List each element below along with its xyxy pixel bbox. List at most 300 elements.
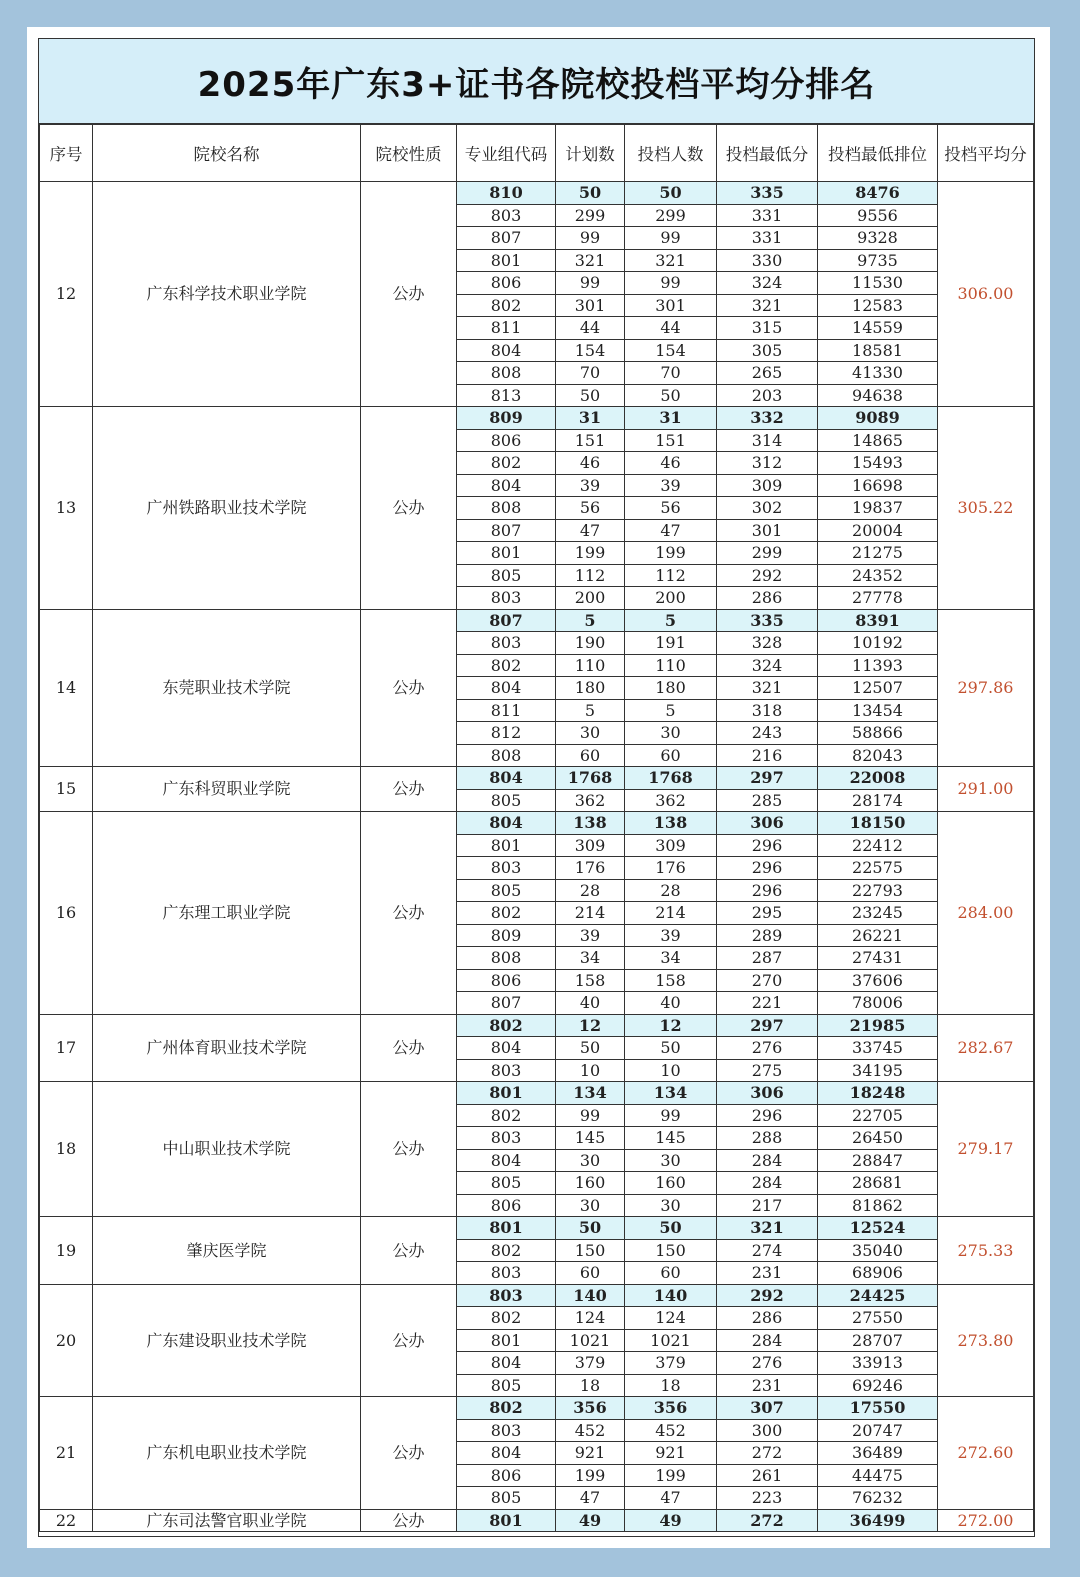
group-code-cell: 808 — [457, 497, 556, 520]
plan-count-cell: 39 — [556, 474, 625, 497]
school-type-cell: 公办 — [361, 1397, 457, 1510]
min-score-cell: 223 — [717, 1487, 818, 1510]
plan-count-cell: 5 — [556, 699, 625, 722]
admitted-count-cell: 200 — [625, 587, 717, 610]
plan-count-cell: 145 — [556, 1127, 625, 1150]
index-cell: 16 — [40, 812, 93, 1015]
admitted-count-cell: 50 — [625, 1217, 717, 1240]
admitted-count-cell: 180 — [625, 677, 717, 700]
min-score-cell: 335 — [717, 609, 818, 632]
table-row — [40, 182, 1034, 205]
admitted-count-cell: 47 — [625, 1487, 717, 1510]
avg-score-cell: 282.67 — [938, 1014, 1034, 1082]
group-code-cell: 801 — [457, 1329, 556, 1352]
index-cell: 22 — [40, 1509, 93, 1532]
plan-count-cell: 5 — [556, 609, 625, 632]
group-code-cell: 806 — [457, 1194, 556, 1217]
min-rank-cell: 20004 — [818, 519, 938, 542]
admitted-count-cell: 309 — [625, 834, 717, 857]
admitted-count-cell: 5 — [625, 609, 717, 632]
group-code-cell: 805 — [457, 564, 556, 587]
group-code-cell: 806 — [457, 969, 556, 992]
avg-score-cell: 273.80 — [938, 1284, 1034, 1397]
admitted-count-cell: 39 — [625, 474, 717, 497]
min-score-cell: 292 — [717, 1284, 818, 1307]
min-rank-cell: 14559 — [818, 317, 938, 340]
table-row — [40, 1217, 1034, 1240]
min-rank-cell: 12524 — [818, 1217, 938, 1240]
min-rank-cell: 34195 — [818, 1059, 938, 1082]
plan-count-cell: 99 — [556, 272, 625, 295]
group-code-cell: 808 — [457, 947, 556, 970]
min-score-cell: 302 — [717, 497, 818, 520]
table-row — [40, 1284, 1034, 1307]
group-code-cell: 801 — [457, 834, 556, 857]
admitted-count-cell: 1021 — [625, 1329, 717, 1352]
group-code-cell: 806 — [457, 272, 556, 295]
min-rank-cell: 27431 — [818, 947, 938, 970]
school-name-cell: 广州铁路职业技术学院 — [93, 407, 361, 610]
min-score-cell: 286 — [717, 1307, 818, 1330]
group-code-cell: 812 — [457, 722, 556, 745]
admitted-count-cell: 12 — [625, 1014, 717, 1037]
school-name-cell: 广东建设职业技术学院 — [93, 1284, 361, 1397]
admitted-count-cell: 44 — [625, 317, 717, 340]
admitted-count-cell: 124 — [625, 1307, 717, 1330]
admitted-count-cell: 30 — [625, 1194, 717, 1217]
school-type-cell: 公办 — [361, 407, 457, 610]
min-rank-cell: 28847 — [818, 1149, 938, 1172]
min-rank-cell: 8391 — [818, 609, 938, 632]
plan-count-cell: 160 — [556, 1172, 625, 1195]
plan-count-cell: 50 — [556, 182, 625, 205]
min-score-cell: 274 — [717, 1239, 818, 1262]
min-rank-cell: 33745 — [818, 1037, 938, 1060]
group-code-cell: 802 — [457, 1397, 556, 1420]
group-code-cell: 802 — [457, 294, 556, 317]
min-rank-cell: 22705 — [818, 1104, 938, 1127]
school-type-cell: 公办 — [361, 1509, 457, 1532]
min-score-cell: 331 — [717, 204, 818, 227]
table-row — [40, 767, 1034, 790]
plan-count-cell: 49 — [556, 1509, 625, 1532]
plan-count-cell: 50 — [556, 384, 625, 407]
school-type-cell: 公办 — [361, 1082, 457, 1217]
min-score-cell: 306 — [717, 1082, 818, 1105]
min-score-cell: 335 — [717, 182, 818, 205]
plan-count-cell: 47 — [556, 1487, 625, 1510]
plan-count-cell: 200 — [556, 587, 625, 610]
school-name-cell: 东莞职业技术学院 — [93, 609, 361, 767]
min-score-cell: 296 — [717, 879, 818, 902]
min-rank-cell: 44475 — [818, 1464, 938, 1487]
admitted-count-cell: 18 — [625, 1374, 717, 1397]
group-code-cell: 805 — [457, 1172, 556, 1195]
min-rank-cell: 41330 — [818, 362, 938, 385]
min-score-cell: 272 — [717, 1442, 818, 1465]
plan-count-cell: 30 — [556, 722, 625, 745]
min-score-cell: 275 — [717, 1059, 818, 1082]
admitted-count-cell: 99 — [625, 272, 717, 295]
group-code-cell: 803 — [457, 1127, 556, 1150]
admitted-count-cell: 379 — [625, 1352, 717, 1375]
min-score-cell: 296 — [717, 857, 818, 880]
min-rank-cell: 58866 — [818, 722, 938, 745]
min-score-cell: 321 — [717, 294, 818, 317]
min-rank-cell: 78006 — [818, 992, 938, 1015]
min-rank-cell: 27550 — [818, 1307, 938, 1330]
admitted-count-cell: 154 — [625, 339, 717, 362]
min-score-cell: 332 — [717, 407, 818, 430]
avg-score-cell: 279.17 — [938, 1082, 1034, 1217]
plan-count-cell: 321 — [556, 249, 625, 272]
admitted-count-cell: 31 — [625, 407, 717, 430]
group-code-cell: 804 — [457, 812, 556, 835]
admitted-count-cell: 40 — [625, 992, 717, 1015]
plan-count-cell: 112 — [556, 564, 625, 587]
group-code-cell: 804 — [457, 1352, 556, 1375]
min-rank-cell: 94638 — [818, 384, 938, 407]
plan-count-cell: 452 — [556, 1419, 625, 1442]
min-score-cell: 216 — [717, 744, 818, 767]
min-score-cell: 231 — [717, 1262, 818, 1285]
admitted-count-cell: 30 — [625, 1149, 717, 1172]
admitted-count-cell: 176 — [625, 857, 717, 880]
header-index: 序号 — [40, 125, 93, 182]
admitted-count-cell: 140 — [625, 1284, 717, 1307]
group-code-cell: 802 — [457, 1104, 556, 1127]
group-code-cell: 803 — [457, 1284, 556, 1307]
group-code-cell: 803 — [457, 1059, 556, 1082]
group-code-cell: 804 — [457, 474, 556, 497]
admitted-count-cell: 191 — [625, 632, 717, 655]
plan-count-cell: 158 — [556, 969, 625, 992]
plan-count-cell: 44 — [556, 317, 625, 340]
admitted-count-cell: 160 — [625, 1172, 717, 1195]
min-rank-cell: 23245 — [818, 902, 938, 925]
group-code-cell: 809 — [457, 407, 556, 430]
school-type-cell: 公办 — [361, 812, 457, 1015]
plan-count-cell: 921 — [556, 1442, 625, 1465]
admitted-count-cell: 34 — [625, 947, 717, 970]
plan-count-cell: 12 — [556, 1014, 625, 1037]
plan-count-cell: 180 — [556, 677, 625, 700]
header-min-rank: 投档最低排位 — [818, 125, 938, 182]
avg-score-cell: 272.60 — [938, 1397, 1034, 1510]
header-group-code: 专业组代码 — [457, 125, 556, 182]
table-row — [40, 812, 1034, 835]
admitted-count-cell: 301 — [625, 294, 717, 317]
min-rank-cell: 24352 — [818, 564, 938, 587]
min-rank-cell: 27778 — [818, 587, 938, 610]
table-frame — [38, 38, 1035, 1537]
min-score-cell: 284 — [717, 1149, 818, 1172]
min-rank-cell: 9556 — [818, 204, 938, 227]
group-code-cell: 804 — [457, 339, 556, 362]
table-row — [40, 609, 1034, 632]
admitted-count-cell: 49 — [625, 1509, 717, 1532]
avg-score-cell: 297.86 — [938, 609, 1034, 767]
plan-count-cell: 214 — [556, 902, 625, 925]
min-score-cell: 297 — [717, 767, 818, 790]
admitted-count-cell: 1768 — [625, 767, 717, 790]
plan-count-cell: 150 — [556, 1239, 625, 1262]
group-code-cell: 801 — [457, 249, 556, 272]
admitted-count-cell: 151 — [625, 429, 717, 452]
header-min-score: 投档最低分 — [717, 125, 818, 182]
plan-count-cell: 39 — [556, 924, 625, 947]
school-name-cell: 广东科学技术职业学院 — [93, 182, 361, 407]
group-code-cell: 804 — [457, 1037, 556, 1060]
min-rank-cell: 68906 — [818, 1262, 938, 1285]
min-score-cell: 276 — [717, 1037, 818, 1060]
admitted-count-cell: 145 — [625, 1127, 717, 1150]
group-code-cell: 807 — [457, 227, 556, 250]
plan-count-cell: 356 — [556, 1397, 625, 1420]
plan-count-cell: 154 — [556, 339, 625, 362]
admitted-count-cell: 362 — [625, 789, 717, 812]
plan-count-cell: 379 — [556, 1352, 625, 1375]
avg-score-cell: 305.22 — [938, 407, 1034, 610]
plan-count-cell: 60 — [556, 1262, 625, 1285]
group-code-cell: 806 — [457, 429, 556, 452]
group-code-cell: 804 — [457, 1149, 556, 1172]
plan-count-cell: 199 — [556, 542, 625, 565]
index-cell: 20 — [40, 1284, 93, 1397]
min-score-cell: 287 — [717, 947, 818, 970]
min-score-cell: 295 — [717, 902, 818, 925]
min-rank-cell: 15493 — [818, 452, 938, 475]
admitted-count-cell: 5 — [625, 699, 717, 722]
min-rank-cell: 8476 — [818, 182, 938, 205]
group-code-cell: 803 — [457, 204, 556, 227]
admitted-count-cell: 10 — [625, 1059, 717, 1082]
min-rank-cell: 14865 — [818, 429, 938, 452]
min-score-cell: 309 — [717, 474, 818, 497]
group-code-cell: 805 — [457, 1374, 556, 1397]
min-score-cell: 300 — [717, 1419, 818, 1442]
plan-count-cell: 99 — [556, 227, 625, 250]
min-rank-cell: 17550 — [818, 1397, 938, 1420]
admitted-count-cell: 99 — [625, 1104, 717, 1127]
min-rank-cell: 13454 — [818, 699, 938, 722]
min-rank-cell: 10192 — [818, 632, 938, 655]
min-score-cell: 276 — [717, 1352, 818, 1375]
index-cell: 15 — [40, 767, 93, 812]
school-type-cell: 公办 — [361, 1217, 457, 1285]
admitted-count-cell: 112 — [625, 564, 717, 587]
admitted-count-cell: 50 — [625, 182, 717, 205]
min-rank-cell: 26450 — [818, 1127, 938, 1150]
min-rank-cell: 19837 — [818, 497, 938, 520]
school-type-cell: 公办 — [361, 767, 457, 812]
avg-score-cell: 284.00 — [938, 812, 1034, 1015]
min-score-cell: 306 — [717, 812, 818, 835]
min-score-cell: 321 — [717, 677, 818, 700]
group-code-cell: 802 — [457, 1014, 556, 1037]
school-name-cell: 广东科贸职业学院 — [93, 767, 361, 812]
table-body — [40, 182, 1034, 1532]
min-score-cell: 330 — [717, 249, 818, 272]
group-code-cell: 808 — [457, 744, 556, 767]
plan-count-cell: 31 — [556, 407, 625, 430]
admitted-count-cell: 30 — [625, 722, 717, 745]
min-score-cell: 286 — [717, 587, 818, 610]
group-code-cell: 805 — [457, 789, 556, 812]
admitted-count-cell: 150 — [625, 1239, 717, 1262]
plan-count-cell: 1021 — [556, 1329, 625, 1352]
min-rank-cell: 35040 — [818, 1239, 938, 1262]
school-type-cell: 公办 — [361, 609, 457, 767]
admitted-count-cell: 60 — [625, 744, 717, 767]
plan-count-cell: 124 — [556, 1307, 625, 1330]
min-score-cell: 314 — [717, 429, 818, 452]
ranking-table — [39, 124, 1034, 1532]
min-score-cell: 243 — [717, 722, 818, 745]
table-row — [40, 1014, 1034, 1037]
plan-count-cell: 138 — [556, 812, 625, 835]
min-rank-cell: 69246 — [818, 1374, 938, 1397]
school-type-cell: 公办 — [361, 1284, 457, 1397]
admitted-count-cell: 321 — [625, 249, 717, 272]
plan-count-cell: 190 — [556, 632, 625, 655]
admitted-count-cell: 70 — [625, 362, 717, 385]
min-rank-cell: 28707 — [818, 1329, 938, 1352]
admitted-count-cell: 299 — [625, 204, 717, 227]
min-rank-cell: 9735 — [818, 249, 938, 272]
plan-count-cell: 30 — [556, 1149, 625, 1172]
index-cell: 12 — [40, 182, 93, 407]
school-name-cell: 中山职业技术学院 — [93, 1082, 361, 1217]
avg-score-cell: 291.00 — [938, 767, 1034, 812]
min-score-cell: 284 — [717, 1329, 818, 1352]
min-rank-cell: 36489 — [818, 1442, 938, 1465]
admitted-count-cell: 56 — [625, 497, 717, 520]
admitted-count-cell: 47 — [625, 519, 717, 542]
group-code-cell: 801 — [457, 1509, 556, 1532]
admitted-count-cell: 214 — [625, 902, 717, 925]
min-rank-cell: 28681 — [818, 1172, 938, 1195]
min-score-cell: 307 — [717, 1397, 818, 1420]
school-type-cell: 公办 — [361, 1014, 457, 1082]
header-admitted-count: 投档人数 — [625, 125, 717, 182]
index-cell: 14 — [40, 609, 93, 767]
min-score-cell: 270 — [717, 969, 818, 992]
plan-count-cell: 46 — [556, 452, 625, 475]
table-row — [40, 1509, 1034, 1532]
min-score-cell: 296 — [717, 1104, 818, 1127]
min-rank-cell: 76232 — [818, 1487, 938, 1510]
school-name-cell: 广东理工职业学院 — [93, 812, 361, 1015]
index-cell: 13 — [40, 407, 93, 610]
min-rank-cell: 11530 — [818, 272, 938, 295]
plan-count-cell: 140 — [556, 1284, 625, 1307]
min-score-cell: 301 — [717, 519, 818, 542]
admitted-count-cell: 28 — [625, 879, 717, 902]
group-code-cell: 802 — [457, 1307, 556, 1330]
min-rank-cell: 9328 — [818, 227, 938, 250]
min-score-cell: 321 — [717, 1217, 818, 1240]
min-score-cell: 289 — [717, 924, 818, 947]
index-cell: 21 — [40, 1397, 93, 1510]
admitted-count-cell: 50 — [625, 1037, 717, 1060]
admitted-count-cell: 452 — [625, 1419, 717, 1442]
plan-count-cell: 110 — [556, 654, 625, 677]
min-score-cell: 285 — [717, 789, 818, 812]
group-code-cell: 802 — [457, 1239, 556, 1262]
min-rank-cell: 26221 — [818, 924, 938, 947]
sheet — [27, 27, 1050, 1548]
min-rank-cell: 36499 — [818, 1509, 938, 1532]
min-score-cell: 272 — [717, 1509, 818, 1532]
group-code-cell: 803 — [457, 1262, 556, 1285]
min-score-cell: 324 — [717, 272, 818, 295]
min-rank-cell: 18248 — [818, 1082, 938, 1105]
admitted-count-cell: 110 — [625, 654, 717, 677]
header-row — [40, 125, 1034, 182]
group-code-cell: 802 — [457, 902, 556, 925]
group-code-cell: 809 — [457, 924, 556, 947]
admitted-count-cell: 199 — [625, 1464, 717, 1487]
group-code-cell: 805 — [457, 879, 556, 902]
plan-count-cell: 47 — [556, 519, 625, 542]
index-cell: 17 — [40, 1014, 93, 1082]
min-rank-cell: 9089 — [818, 407, 938, 430]
min-score-cell: 312 — [717, 452, 818, 475]
page-title: 2025年广东3+证书各院校投档平均分排名 — [39, 39, 1034, 124]
plan-count-cell: 301 — [556, 294, 625, 317]
group-code-cell: 802 — [457, 452, 556, 475]
min-score-cell: 221 — [717, 992, 818, 1015]
header-school-name: 院校名称 — [93, 125, 361, 182]
group-code-cell: 802 — [457, 654, 556, 677]
table-row — [40, 407, 1034, 430]
admitted-count-cell: 138 — [625, 812, 717, 835]
table-row — [40, 1082, 1034, 1105]
group-code-cell: 807 — [457, 519, 556, 542]
min-score-cell: 261 — [717, 1464, 818, 1487]
min-score-cell: 318 — [717, 699, 818, 722]
group-code-cell: 810 — [457, 182, 556, 205]
min-score-cell: 328 — [717, 632, 818, 655]
min-rank-cell: 22008 — [818, 767, 938, 790]
admitted-count-cell: 134 — [625, 1082, 717, 1105]
min-score-cell: 299 — [717, 542, 818, 565]
min-score-cell: 231 — [717, 1374, 818, 1397]
group-code-cell: 804 — [457, 1442, 556, 1465]
min-score-cell: 217 — [717, 1194, 818, 1217]
plan-count-cell: 176 — [556, 857, 625, 880]
min-score-cell: 296 — [717, 834, 818, 857]
admitted-count-cell: 50 — [625, 384, 717, 407]
header-school-type: 院校性质 — [361, 125, 457, 182]
admitted-count-cell: 921 — [625, 1442, 717, 1465]
min-rank-cell: 81862 — [818, 1194, 938, 1217]
min-score-cell: 203 — [717, 384, 818, 407]
school-name-cell: 肇庆医学院 — [93, 1217, 361, 1285]
min-rank-cell: 12507 — [818, 677, 938, 700]
admitted-count-cell: 99 — [625, 227, 717, 250]
min-rank-cell: 22793 — [818, 879, 938, 902]
min-score-cell: 265 — [717, 362, 818, 385]
min-rank-cell: 37606 — [818, 969, 938, 992]
plan-count-cell: 99 — [556, 1104, 625, 1127]
index-cell: 19 — [40, 1217, 93, 1285]
plan-count-cell: 40 — [556, 992, 625, 1015]
admitted-count-cell: 199 — [625, 542, 717, 565]
group-code-cell: 813 — [457, 384, 556, 407]
group-code-cell: 807 — [457, 609, 556, 632]
